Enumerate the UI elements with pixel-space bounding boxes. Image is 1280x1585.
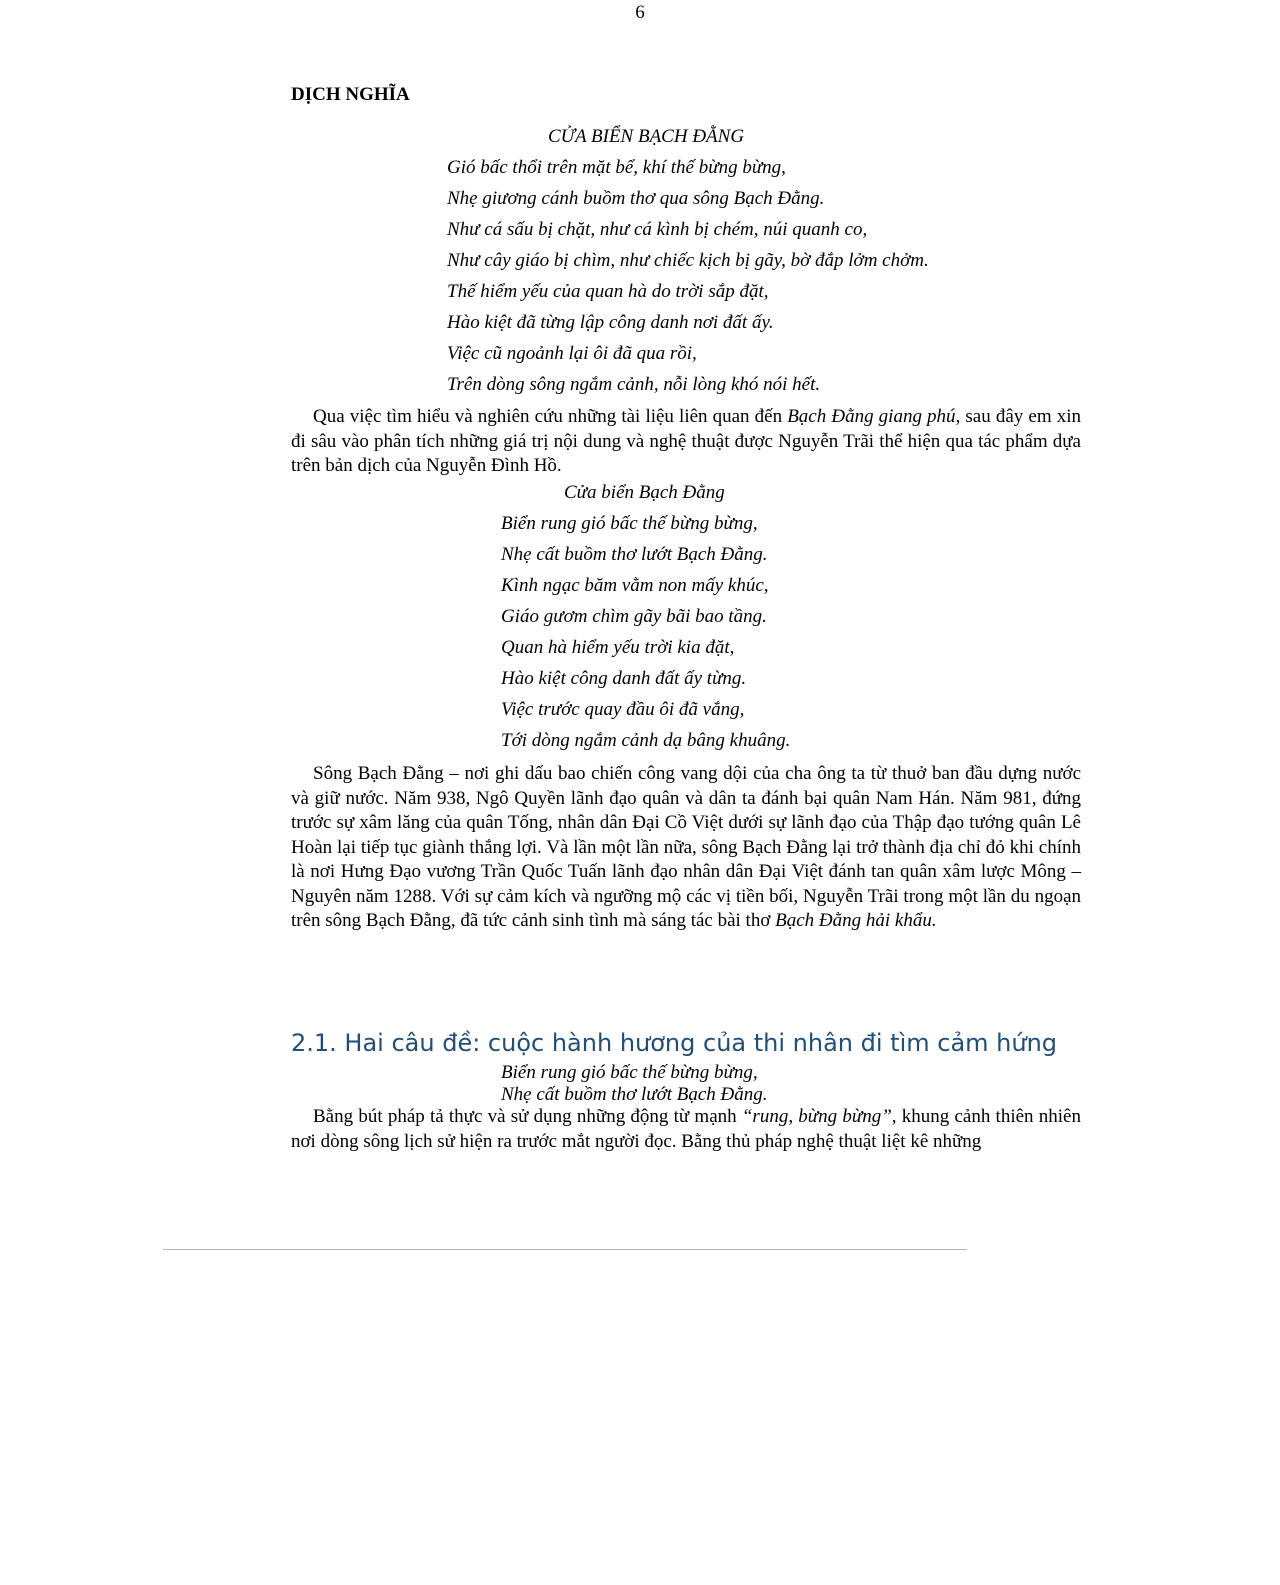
paragraph-history — [291, 762, 1081, 934]
footer-divider — [163, 1249, 967, 1250]
page-number: 6 — [635, 2, 645, 23]
poem-line: Việc trước quay đầu ôi đã vắng, — [501, 699, 745, 720]
paragraph-intro-text: , sau đây em xin đi sâu vào phân tích những giá trị nội dung và nghệ thuật được Nguyễn Trãi thể hiện qua tác phẩm dựa trên bản dịch của Nguyễn Đình Hồ. — [291, 406, 1081, 476]
poem-line: Như cây giáo bị chìm, như chiếc kịch bị gãy, bờ đắp lởm chởm. — [447, 250, 929, 271]
poem-line: Quan hà hiểm yếu trời kia đặt, — [501, 637, 735, 658]
poem-line: Nhẹ cất buồm thơ lướt Bạch Đằng. — [501, 1084, 768, 1105]
heading-dich-nghia: DỊCH NGHĨA — [291, 84, 410, 105]
paragraph-analysis-text: , khung cảnh thiên nhiên nơi dòng sông lịch sử hiện ra trước mắt người đọc. Bằng thủ pháp nghệ thuật liệt kê những — [291, 1106, 1081, 1152]
poem-line: Biển rung gió bấc thế bừng bừng, — [501, 513, 758, 534]
paragraph-intro — [291, 405, 1081, 479]
poem-verse-translation — [501, 477, 790, 756]
poem-translation-title: CỬA BIỂN BẠCH ĐẰNG — [548, 126, 745, 147]
paragraph-analysis-text: Bằng bút pháp tả thực và sử dụng những động từ mạnh — [313, 1106, 742, 1127]
work-title: Bạch Đằng giang phú — [787, 406, 956, 427]
quoted-words: “rung, bừng bừng” — [741, 1106, 892, 1127]
text-clip-region — [291, 0, 1081, 1200]
poem-line: Việc cũ ngoảnh lại ôi đã qua rồi, — [447, 343, 697, 364]
section-title: 2.1. Hai câu đề: cuộc hành hương của thi nhân đi tìm cảm hứng — [291, 1029, 1058, 1057]
poem-line: Nhẹ giương cánh buồm thơ qua sông Bạch Đằng. — [447, 188, 825, 209]
poem-line: Giáo gươm chìm gãy bãi bao tầng. — [501, 606, 767, 627]
poem-line: Biển rung gió bấc thế bừng bừng, — [501, 1062, 758, 1083]
poem-line: Tới dòng ngắm cảnh dạ bâng khuâng. — [501, 730, 791, 751]
poem-line: Như cá sấu bị chặt, như cá kình bị chém, núi quanh co, — [447, 219, 868, 240]
poem-line: Hào kiệt công danh đất ấy từng. — [501, 668, 747, 689]
paragraph-history-text: Sông Bạch Đằng – nơi ghi dấu bao chiến công vang dội của cha ông ta từ thuở ban đầu dựng nước và giữ nước. Năm 938, Ngô Quyền lãnh đạo quân và dân ta đánh bại quân Nam Hán. Năm 981, đứng trước sự xâm lăng của quân Tống, nhân dân Đại Cồ Việt dưới sự lãnh đạo của Thập đạo tướng quân Lê Hoàn lại tiếp tục giành thắng lợi. Và lần một lần nữa, sông Bạch Đằng lại trở thành địa chỉ đỏ khi chính là nơi Hưng Đạo vương Trần Quốc Tuấn lãnh đạo nhân dân Đại Việt đánh tan quân xâm lược Mông – Nguyên năm 1288. Với sự cảm kích và ngưỡng mộ các vị tiền bối, Nguyễn Trãi trong một lần du ngoạn trên sông Bạch Đằng, đã tức cảnh sinh tình mà sáng tác bài thơ — [291, 763, 1081, 931]
paragraph-intro-text: Qua việc tìm hiểu và nghiên cứu những tài liệu liên quan đến — [313, 406, 788, 427]
paragraph-analysis — [291, 1105, 1081, 1154]
poem-line: Nhẹ cất buồm thơ lướt Bạch Đằng. — [501, 544, 768, 565]
poem-line: Trên dòng sông ngắm cảnh, nỗi lòng khó nói hết. — [447, 374, 821, 395]
poem-line: Kình ngạc băm vằm non mấy khúc, — [501, 575, 769, 596]
poem-line: Thế hiểm yếu của quan hà do trời sắp đặt, — [447, 281, 769, 302]
poem-line: Gió bấc thổi trên mặt bể, khí thế bừng bừng, — [447, 157, 786, 178]
poem-translation — [447, 121, 929, 400]
poem-verse-title: Cửa biển Bạch Đằng — [564, 482, 725, 503]
work-title: Bạch Đằng hải khẩu. — [775, 910, 937, 931]
quoted-verse — [501, 1062, 768, 1106]
poem-line: Hào kiệt đã từng lập công danh nơi đất ấy. — [447, 312, 774, 333]
